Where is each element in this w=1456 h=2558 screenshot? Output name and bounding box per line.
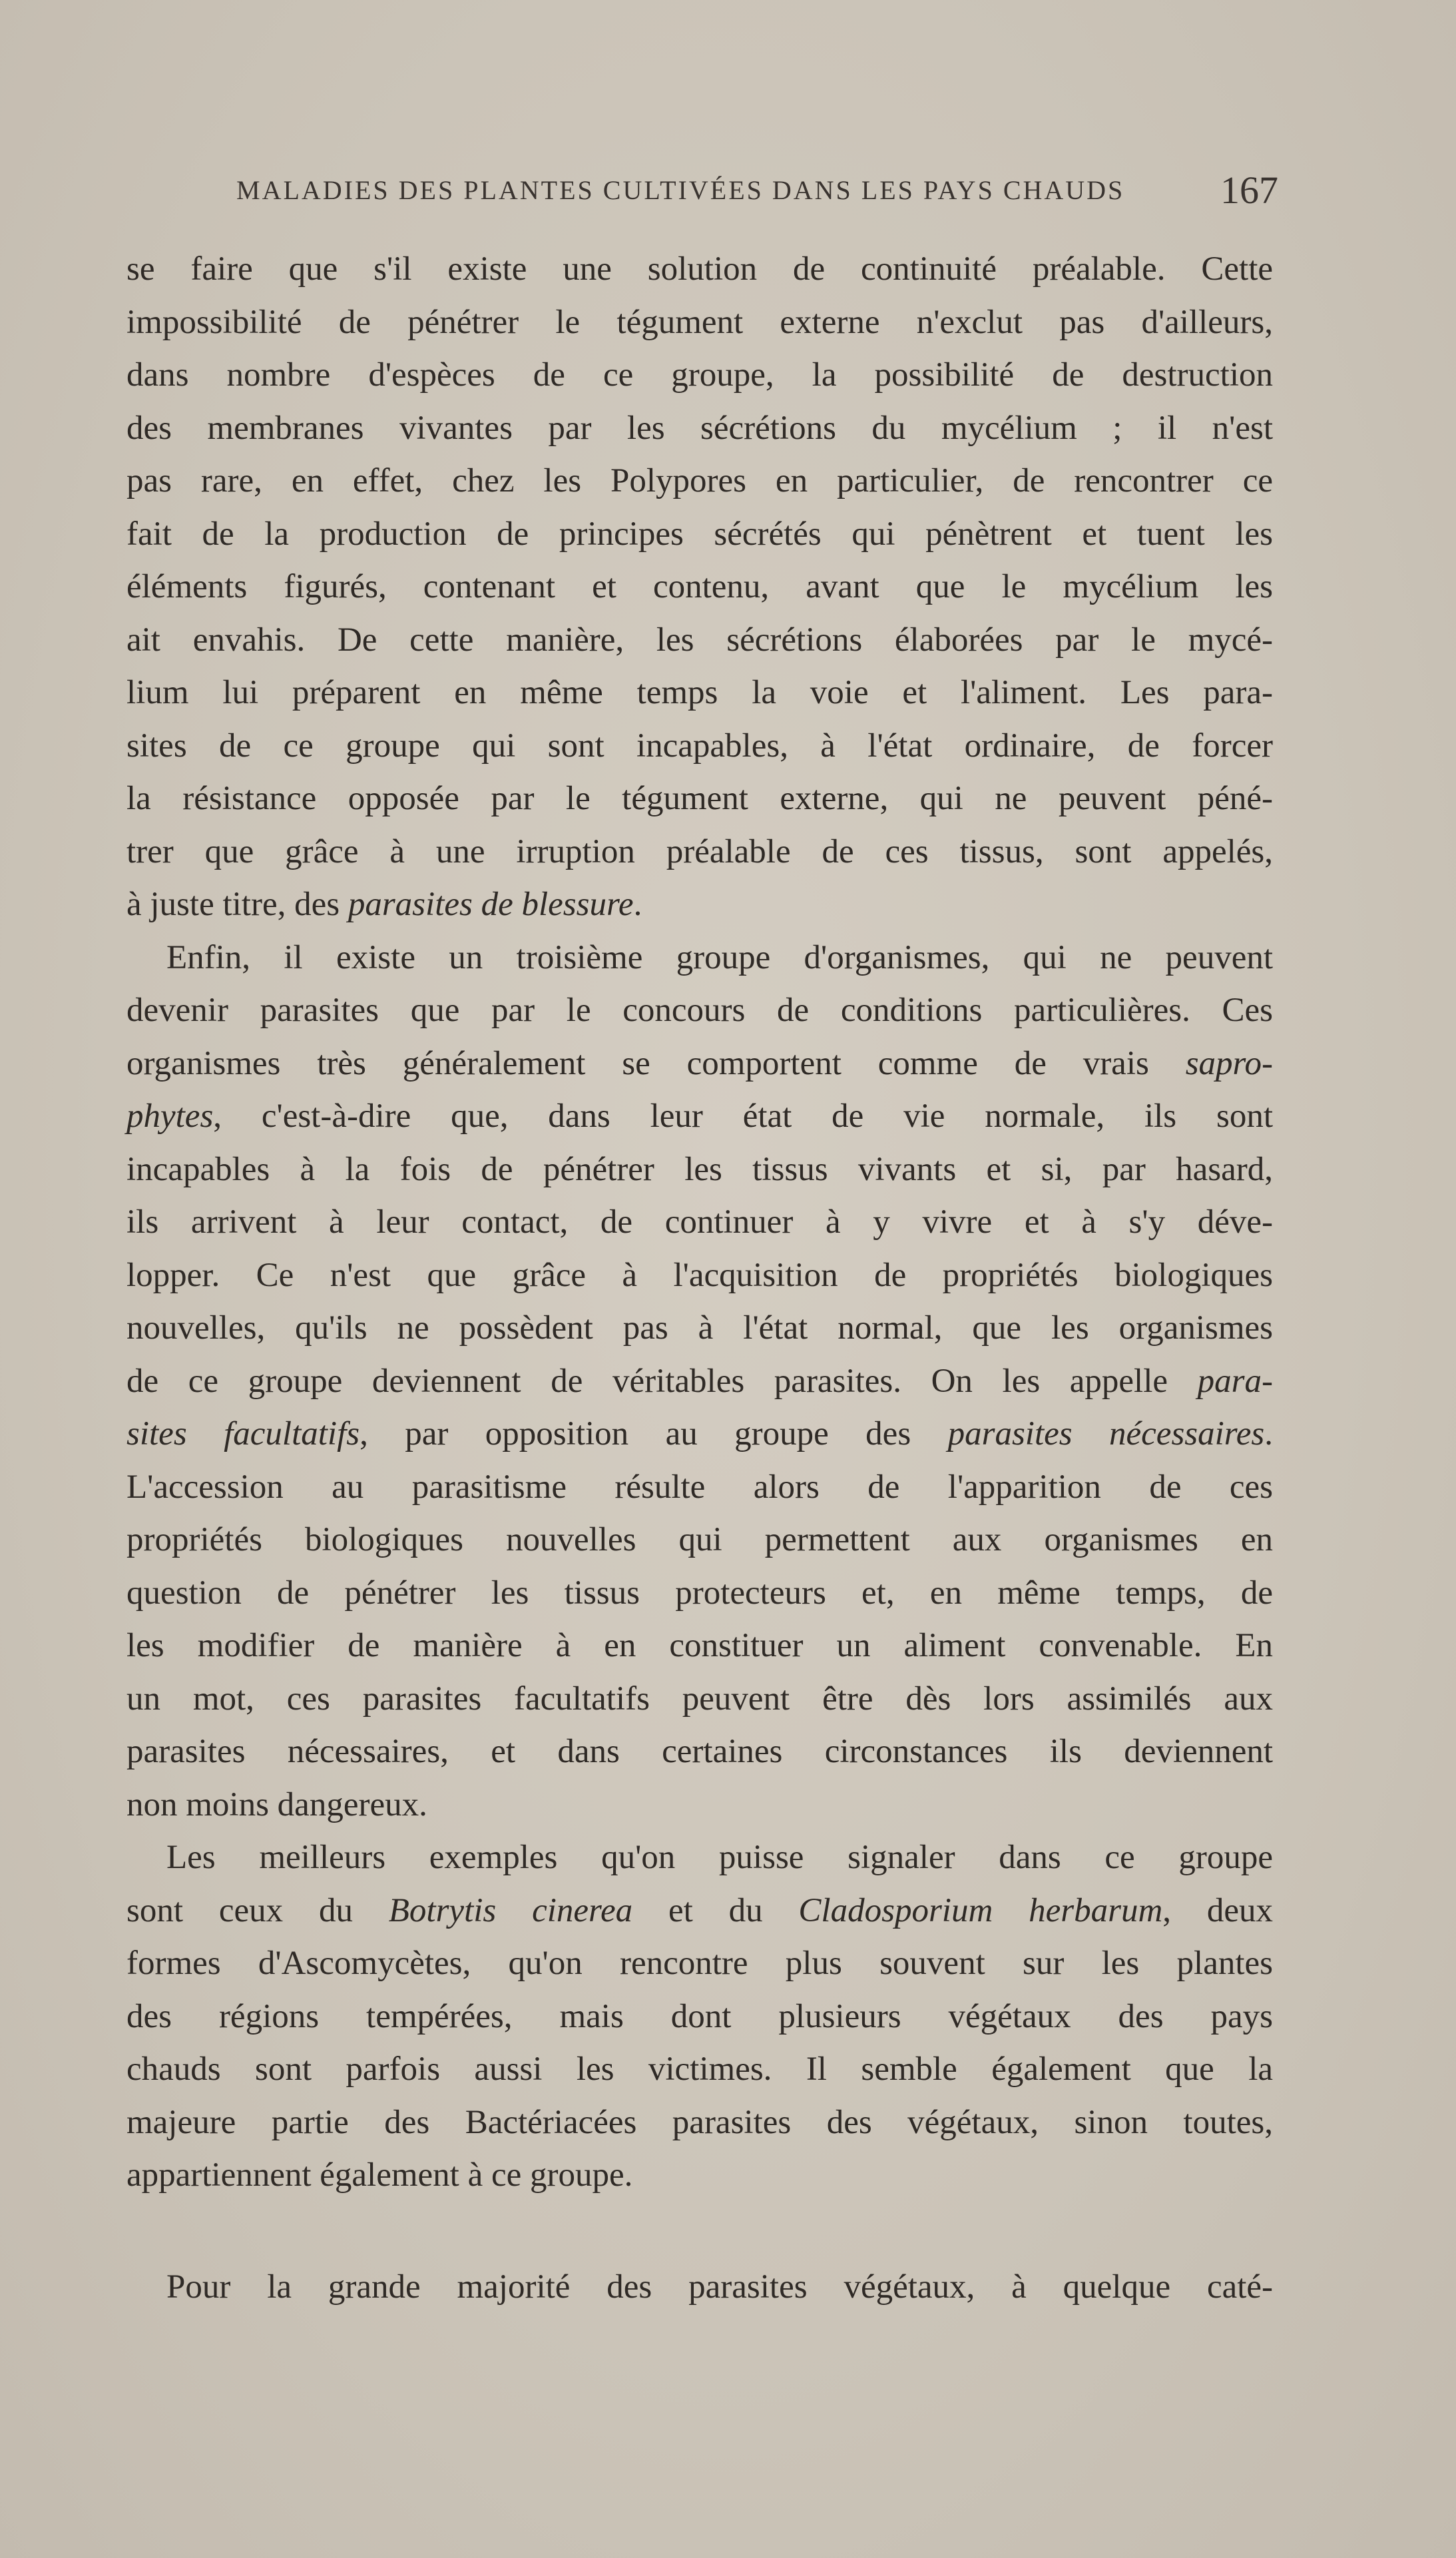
text-line: appartiennent également à ce groupe. bbox=[126, 2156, 633, 2194]
text-line: Enfin, il existe un troisième groupe d'organismes, qui ne peuvent bbox=[166, 938, 1273, 976]
text-line: éléments figurés, contenant et contenu, avant que le mycélium les bbox=[126, 568, 1273, 605]
text-line: lopper. Ce n'est que grâce à l'acquisition de propriétés biologiques bbox=[126, 1256, 1273, 1294]
running-head bbox=[236, 168, 1278, 214]
text-line: sont ceux du Botrytis cinerea et du Cladosporium herbarum, deux bbox=[126, 1891, 1273, 1929]
text-line: non moins dangereux. bbox=[126, 1785, 427, 1823]
text-line: des régions tempérées, mais dont plusieurs végétaux des pays bbox=[126, 1997, 1273, 2035]
text-line: devenir parasites que par le concours de conditions particulières. Ces bbox=[126, 992, 1273, 1029]
text-line: pas rare, en effet, chez les Polypores en particulier, de rencontrer ce bbox=[126, 462, 1273, 499]
text-line: de ce groupe deviennent de véritables parasites. On les appelle para- bbox=[126, 1362, 1273, 1400]
text-line: se faire que s'il existe une solution de continuité préalable. Cette bbox=[126, 250, 1273, 288]
text-line: organismes très généralement se comportent comme de vrais sapro- bbox=[126, 1044, 1273, 1082]
text-line: Les meilleurs exemples qu'on puisse signaler dans ce groupe bbox=[166, 1839, 1273, 1876]
italic-term: Cladosporium herbarum bbox=[798, 1891, 1163, 1929]
italic-term: phytes bbox=[126, 1098, 214, 1135]
italic-term: para- bbox=[1197, 1362, 1273, 1400]
text-line: phytes, c'est-à-dire que, dans leur état de vie normale, ils sont bbox=[126, 1098, 1273, 1135]
italic-term: parasites de blessure bbox=[348, 886, 634, 923]
text-line: lium lui préparent en même temps la voie et l'aliment. Les para- bbox=[126, 674, 1273, 711]
body-text bbox=[126, 243, 1273, 2314]
text-line: L'accession au parasitisme résulte alors de l'apparition de ces bbox=[126, 1468, 1273, 1506]
text-line: chauds sont parfois aussi les victimes. Il semble également que la bbox=[126, 2051, 1273, 2088]
paragraph-gap bbox=[126, 2202, 1273, 2261]
text-line: incapables à la fois de pénétrer les tissus vivants et si, par hasard, bbox=[126, 1150, 1273, 1188]
text-line: ait envahis. De cette manière, les sécrétions élaborées par le mycé- bbox=[126, 621, 1273, 659]
page-number: 167 bbox=[1220, 168, 1278, 212]
text-line: des membranes vivantes par les sécrétions du mycélium ; il n'est bbox=[126, 409, 1273, 447]
italic-term: sites facultatifs bbox=[126, 1415, 360, 1452]
text-line: trer que grâce à une irruption préalable de ces tissus, sont appelés, bbox=[126, 832, 1273, 870]
text-line: majeure partie des Bactériacées parasites des végétaux, sinon toutes, bbox=[126, 2103, 1273, 2141]
text-line: à juste titre, des parasites de blessure. bbox=[126, 886, 642, 923]
text-line: question de pénétrer les tissus protecteurs et, en même temps, de bbox=[126, 1574, 1273, 1612]
text-line: fait de la production de principes sécrétés qui pénètrent et tuent les bbox=[126, 515, 1273, 553]
text-line: dans nombre d'espèces de ce groupe, la possibilité de destruction bbox=[126, 356, 1273, 394]
text-line: sites de ce groupe qui sont incapables, à l'état ordinaire, de forcer bbox=[126, 727, 1273, 765]
italic-term: Botrytis cinerea bbox=[388, 1891, 633, 1929]
text-line: formes d'Ascomycètes, qu'on rencontre plus souvent sur les plantes bbox=[126, 1945, 1273, 1982]
text-line: nouvelles, qu'ils ne possèdent pas à l'état normal, que les organismes bbox=[126, 1309, 1273, 1347]
text-line: Pour la grande majorité des parasites végétaux, à quelque caté- bbox=[166, 2268, 1273, 2306]
text-line: impossibilité de pénétrer le tégument externe n'exclut pas d'ailleurs, bbox=[126, 303, 1273, 341]
italic-term: parasites nécessaires bbox=[947, 1415, 1265, 1452]
text-line: un mot, ces parasites facultatifs peuvent être dès lors assimilés aux bbox=[126, 1680, 1273, 1718]
running-title: MALADIES DES PLANTES CULTIVÉES DANS LES PAYS CHAUDS bbox=[236, 175, 1125, 205]
text-line: sites facultatifs, par opposition au groupe des parasites nécessaires. bbox=[126, 1415, 1273, 1452]
text-line: les modifier de manière à en constituer un aliment convenable. En bbox=[126, 1627, 1273, 1664]
text-line: parasites nécessaires, et dans certaines circonstances ils deviennent bbox=[126, 1733, 1273, 1770]
text-line: ils arrivent à leur contact, de continuer à y vivre et à s'y déve- bbox=[126, 1203, 1273, 1241]
text-line: la résistance opposée par le tégument externe, qui ne peuvent péné- bbox=[126, 780, 1273, 817]
italic-term: sapro- bbox=[1185, 1044, 1273, 1082]
text-line: propriétés biologiques nouvelles qui permettent aux organismes en bbox=[126, 1521, 1273, 1558]
